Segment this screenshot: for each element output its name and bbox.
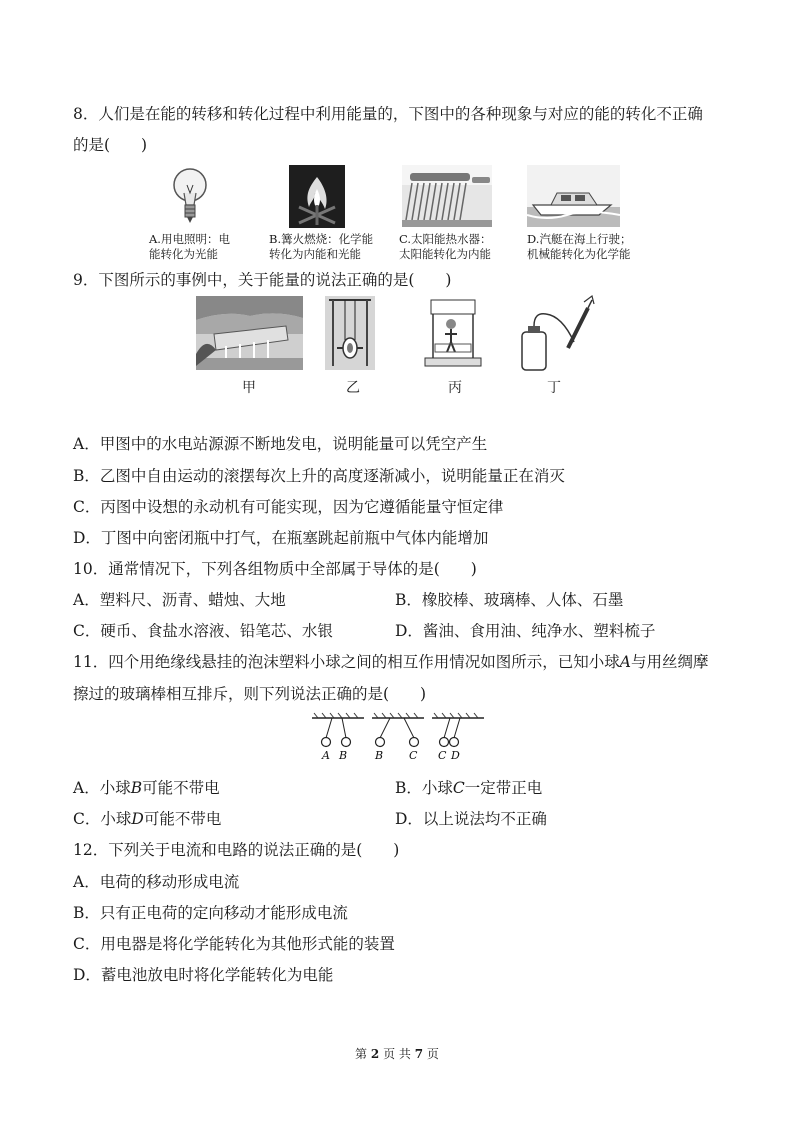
option-text: A．小球	[73, 779, 131, 797]
q9-label-ding: 丁	[547, 380, 561, 396]
q10-stem: 10．通常情况下，下列各组物质中全部属于导体的是( )	[73, 560, 477, 578]
q11-stem-line2: 擦过的玻璃棒相互排斥，则下列说法正确的是( )	[73, 685, 427, 703]
q10-option-d: D．酱油、食用油、纯净水、塑料梳子	[395, 622, 656, 640]
q12-option-b: B．只有正电荷的定向移动才能形成电流	[73, 904, 348, 922]
q10-option-b: B．橡胶棒、玻璃棒、人体、石墨	[395, 591, 624, 609]
page-footer	[0, 1045, 794, 1062]
caption-line: 转化为内能和光能	[269, 247, 361, 261]
q11-stem-var: A	[619, 653, 631, 671]
q11-stem-text-a: 11．四个用绝缘线悬挂的泡沫塑料小球之间的相互作用情况如图所示，已知小球	[73, 653, 620, 671]
footer-text: 第	[355, 1047, 368, 1061]
option-text: D．以上说法均不正确	[395, 810, 547, 828]
caption-line: A.用电照明：电	[149, 232, 230, 246]
caption-line: B.篝火燃烧：化学能	[269, 232, 374, 246]
q11-stem-line1	[73, 652, 708, 672]
option-var: D	[131, 810, 144, 828]
option-text: C．小球	[73, 810, 132, 828]
q11-stem-text-b: 与用丝绸摩	[630, 653, 709, 671]
caption-line: D.汽艇在海上行驶；	[527, 232, 632, 246]
q9-option-c: C．丙图中设想的永动机有可能实现，因为它遵循能量守恒定律	[73, 498, 504, 516]
q11-option-c	[73, 809, 221, 829]
q9-option-a: A．甲图中的水电站源源不断地发电，说明能量可以凭空产生	[73, 435, 488, 453]
perpetual-motion-image	[421, 296, 485, 370]
option-var: B	[130, 779, 143, 797]
caption-line: C.太阳能热水器：	[399, 232, 492, 246]
option-text: 可能不带电	[143, 810, 222, 828]
q12-option-a: A．电荷的移动形成电流	[73, 873, 240, 891]
maxwell-wheel-image	[325, 296, 375, 370]
q8-caption-b	[269, 232, 373, 262]
option-var: C	[452, 779, 465, 797]
option-text: B．小球	[395, 779, 453, 797]
caption-line: 能转化为光能	[149, 247, 218, 261]
q12-option-c: C．用电器是将化学能转化为其他形式能的装置	[73, 935, 395, 953]
q8-stem-line1: 8．人们是在能的转移和转化过程中利用能量的，下图中的各种现象与对应的能的转化不正确	[73, 105, 703, 123]
light-bulb-image	[168, 163, 213, 228]
q9-option-b: B．乙图中自由运动的滚摆每次上升的高度逐渐减小，说明能量正在消灭	[73, 467, 565, 485]
motorboat-image	[527, 165, 620, 227]
footer-text: 页 共	[383, 1047, 411, 1061]
ball-label-b: B	[339, 749, 348, 762]
q12-stem: 12．下列关于电流和电路的说法正确的是( )	[73, 841, 400, 859]
q11-option-a	[73, 778, 220, 798]
footer-page-number: 2	[370, 1047, 380, 1061]
solar-water-heater-image	[402, 165, 492, 227]
q10-option-a: A．塑料尺、沥青、蜡烛、大地	[73, 591, 286, 609]
q11-option-d	[395, 809, 547, 829]
ball-label-a: A	[322, 749, 330, 762]
footer-text: 页	[426, 1047, 439, 1061]
q10-option-c: C．硬币、食盐水溶液、铅笔芯、水银	[73, 622, 333, 640]
bonfire-image	[289, 165, 345, 228]
q8-caption-c	[399, 232, 492, 262]
q9-stem: 9．下图所示的事例中，关于能量的说法正确的是( )	[73, 271, 452, 289]
q9-label-jia: 甲	[242, 380, 256, 396]
bottle-pump-image	[516, 292, 596, 376]
q9-option-d: D．丁图中向密闭瓶中打气，在瓶塞跳起前瓶中气体内能增加	[73, 529, 489, 547]
option-text: 可能不带电	[142, 779, 220, 797]
q12-option-d: D．蓄电池放电时将化学能转化为电能	[73, 966, 334, 984]
q9-label-yi: 乙	[346, 380, 360, 396]
ball-label-c2: C	[438, 749, 447, 762]
ball-label-d: D	[451, 749, 460, 762]
q8-caption-a	[149, 232, 230, 262]
q8-stem-line2: 的是( )	[73, 136, 148, 154]
q9-label-bing: 丙	[448, 380, 462, 396]
footer-total-pages: 7	[414, 1047, 424, 1061]
caption-line: 太阳能转化为内能	[399, 247, 491, 261]
q8-caption-d	[527, 232, 631, 262]
ball-label-b2: B	[375, 749, 384, 762]
charged-balls-diagram	[310, 712, 486, 762]
q11-option-b	[395, 778, 542, 798]
option-text: 一定带正电	[464, 779, 543, 797]
ball-label-c: C	[409, 749, 418, 762]
hydropower-dam-image	[196, 296, 303, 370]
caption-line: 机械能转化为化学能	[527, 247, 631, 261]
